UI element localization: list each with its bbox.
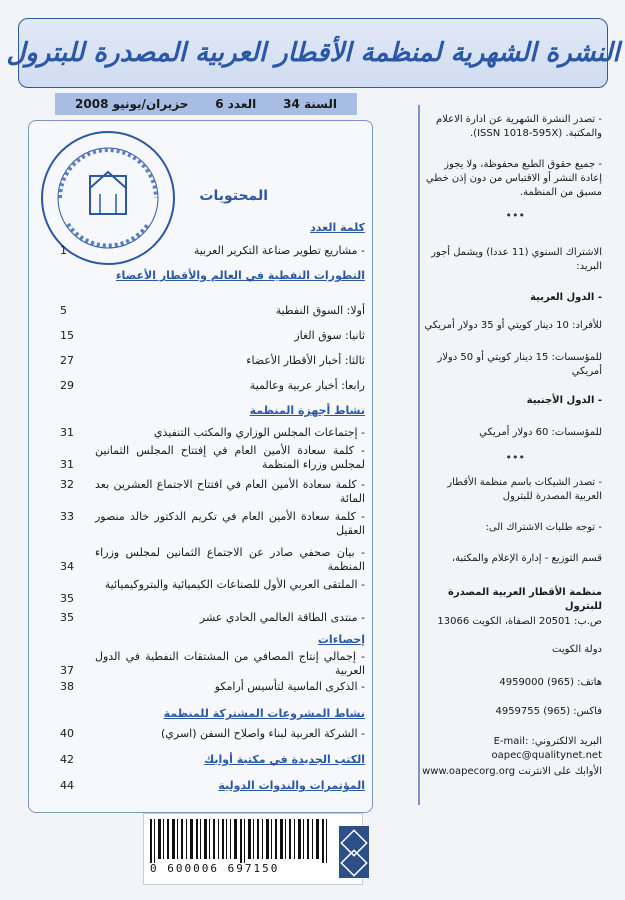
toc-entry[interactable] bbox=[60, 244, 365, 258]
toc-section: المؤتمرات والندوات الدولية bbox=[218, 779, 365, 792]
toc-entry-text: - الملتقى العربي الأول للصناعات الكيميائية والبتروكيميائية bbox=[104, 578, 365, 591]
toc-entry-page: 38 bbox=[60, 680, 74, 693]
info-text: - توجه طلبات الاشتراك الى: bbox=[485, 522, 602, 533]
info-text: - تصدر النشرة الشهرية عن ادارة الاعلام والمكتبة. (ISSN 1018-595X). bbox=[435, 114, 602, 139]
subscription-info-column bbox=[418, 105, 610, 805]
toc-entry-text: ثانيا: سوق الغاز bbox=[294, 329, 365, 342]
toc-entry[interactable] bbox=[60, 478, 365, 506]
info-text: ص.ب: 20501 الصفاة، الكويت 13066 bbox=[437, 616, 602, 627]
toc-entry-page: 32 bbox=[60, 478, 74, 491]
info-text: - الدول الأجنبية bbox=[526, 395, 602, 406]
toc-entry-text: - كلمة سعادة الأمين العام في تكريم الدكتور خالد منصور العقيل bbox=[95, 510, 365, 537]
info-text: قسم التوزيع - إدارة الإعلام والمكتبة، bbox=[451, 553, 602, 564]
toc-entry-text: - الذكرى الماسية لتأسيس أرامكو bbox=[214, 680, 365, 693]
info-text: للأفراد: 10 دينار كويتي أو 35 دولار أمريكي bbox=[424, 320, 602, 331]
info-text: الاشتراك السنوي (11 عددا) ويشمل أجور البريد: bbox=[431, 247, 602, 272]
toc-entry-text: - إجمالي إنتاج المصافي من المشتقات النفطية في الدول العربية bbox=[95, 650, 365, 677]
toc-entry-page: 40 bbox=[60, 727, 74, 740]
toc-entry[interactable] bbox=[60, 426, 365, 440]
toc-entry-page: 1 bbox=[60, 244, 67, 257]
toc-entry-text: أولا: السوق النفطية bbox=[275, 304, 365, 317]
toc-entry[interactable] bbox=[60, 304, 365, 318]
toc-section: نشاط المشروعات المشتركة للمنظمة bbox=[163, 707, 365, 720]
header-banner bbox=[6, 18, 620, 88]
toc-entry[interactable] bbox=[60, 680, 365, 694]
toc-entry[interactable] bbox=[60, 546, 365, 574]
toc-entry[interactable] bbox=[60, 611, 365, 625]
toc-entry-page: 15 bbox=[60, 329, 74, 342]
toc-entry-page: 35 bbox=[60, 592, 74, 605]
toc-entry-page: 35 bbox=[60, 611, 74, 624]
toc-entry[interactable] bbox=[60, 578, 365, 606]
toc-entry-text: - كلمة سعادة الأمين العام في إفتتاح المجلس الثمانين لمجلس وزراء المنظمة bbox=[95, 444, 365, 471]
toc-entry-text: - مشاريع تطوير صناعة التكرير العربية bbox=[193, 244, 365, 257]
info-text: دولة الكويت bbox=[552, 644, 602, 655]
website-link[interactable]: الأوابك على الانترنت www.oapecorg.org bbox=[422, 766, 602, 777]
toc-entry[interactable] bbox=[60, 753, 365, 767]
toc-entry[interactable] bbox=[60, 379, 365, 393]
contents-title: المحتويات bbox=[199, 188, 268, 204]
info-text: للمؤسسات: 60 دولار أمريكي bbox=[479, 427, 602, 438]
info-text: منظمة الأقطار العربية المصدرة للبترول bbox=[447, 587, 602, 612]
toc-entry-text: رابعا: أخبار عربية وعالمية bbox=[249, 379, 365, 392]
toc-entry-page: 42 bbox=[60, 753, 74, 766]
toc-entry-page: 33 bbox=[60, 510, 74, 523]
separator-dots: ••• bbox=[505, 209, 525, 222]
toc-entry-page: 5 bbox=[60, 304, 67, 317]
toc-entry-page: 34 bbox=[60, 560, 74, 573]
publisher-logo-icon bbox=[339, 826, 369, 878]
toc-entry-page: 29 bbox=[60, 379, 74, 392]
info-text: - الدول العربية bbox=[530, 292, 602, 303]
barcode-digits: 0 600006 697150 bbox=[150, 862, 280, 875]
issue-year: السنة 34 bbox=[283, 97, 337, 111]
phone-number: هاتف: (965) 4959000 bbox=[499, 677, 602, 688]
issue-date: حزيران/يونيو 2008 bbox=[75, 97, 189, 111]
toc-entry[interactable] bbox=[60, 727, 365, 741]
toc-entry[interactable] bbox=[60, 329, 365, 343]
toc-section: نشاط أجهزة المنظمة bbox=[249, 404, 365, 417]
toc-entry-page: 37 bbox=[60, 664, 74, 677]
toc-entry-text: - بيان صحفي صادر عن الاجتماع الثمانين لمجلس وزراء المنظمة bbox=[95, 546, 365, 573]
issue-info-bar bbox=[55, 93, 357, 115]
toc-entry-page: 44 bbox=[60, 779, 74, 792]
toc-entry-page: 31 bbox=[60, 426, 74, 439]
toc-entry[interactable] bbox=[60, 354, 365, 368]
info-text: للمؤسسات: 15 دينار كويتي أو 50 دولار أمريكي bbox=[437, 352, 602, 377]
toc-entry-text: - منتدى الطاقة العالمي الحادي عشر bbox=[199, 611, 365, 624]
toc-entry[interactable] bbox=[60, 444, 365, 472]
email-address[interactable]: البريد الالكتروني: E-mail: oapec@qualitynet.net bbox=[491, 736, 602, 761]
toc-section: الكتب الجديدة في مكتبة أوابك bbox=[204, 753, 365, 766]
issue-number: العدد 6 bbox=[215, 97, 257, 111]
toc-entry-text: - الشركة العربية لبناء واصلاح السفن (اسري) bbox=[160, 727, 365, 740]
toc-entry[interactable] bbox=[60, 650, 365, 678]
info-text: - تصدر الشيكات باسم منظمة الأقطار العربية المصدرة للبترول bbox=[447, 477, 602, 502]
toc-entry-page: 27 bbox=[60, 354, 74, 367]
toc-entry[interactable] bbox=[60, 779, 365, 793]
toc-entry-text: - إجتماعات المجلس الوزاري والمكتب التنفيذي bbox=[153, 426, 365, 439]
toc-section: إحصاءات bbox=[317, 633, 365, 646]
toc-entry-page: 31 bbox=[60, 458, 74, 471]
fax-number: فاكس: (965) 4959755 bbox=[495, 706, 602, 717]
toc-entry-text: ثالثا: أخبار الأقطار الأعضاء bbox=[246, 354, 365, 367]
barcode-bars-icon bbox=[150, 819, 340, 863]
toc-entry-text: - كلمة سعادة الأمين العام في افتتاح الاجتماع العشرين بعد المائة bbox=[95, 478, 365, 505]
toc-section: التطورات النفطية في العالم والأقطار الأعضاء bbox=[115, 269, 365, 282]
info-text: - جميع حقوق الطبع محفوظة، ولا يجوز إعادة النشر أو الاقتباس من دون إذن خطي مسبق من المنظمة. bbox=[425, 159, 602, 198]
toc-section: كلمة العدد bbox=[310, 221, 365, 234]
publication-title: النشرة الشهرية لمنظمة الأقطار العربية المصدرة للبترول bbox=[6, 38, 620, 68]
separator-dots: ••• bbox=[505, 451, 525, 464]
toc-entry[interactable] bbox=[60, 510, 365, 538]
